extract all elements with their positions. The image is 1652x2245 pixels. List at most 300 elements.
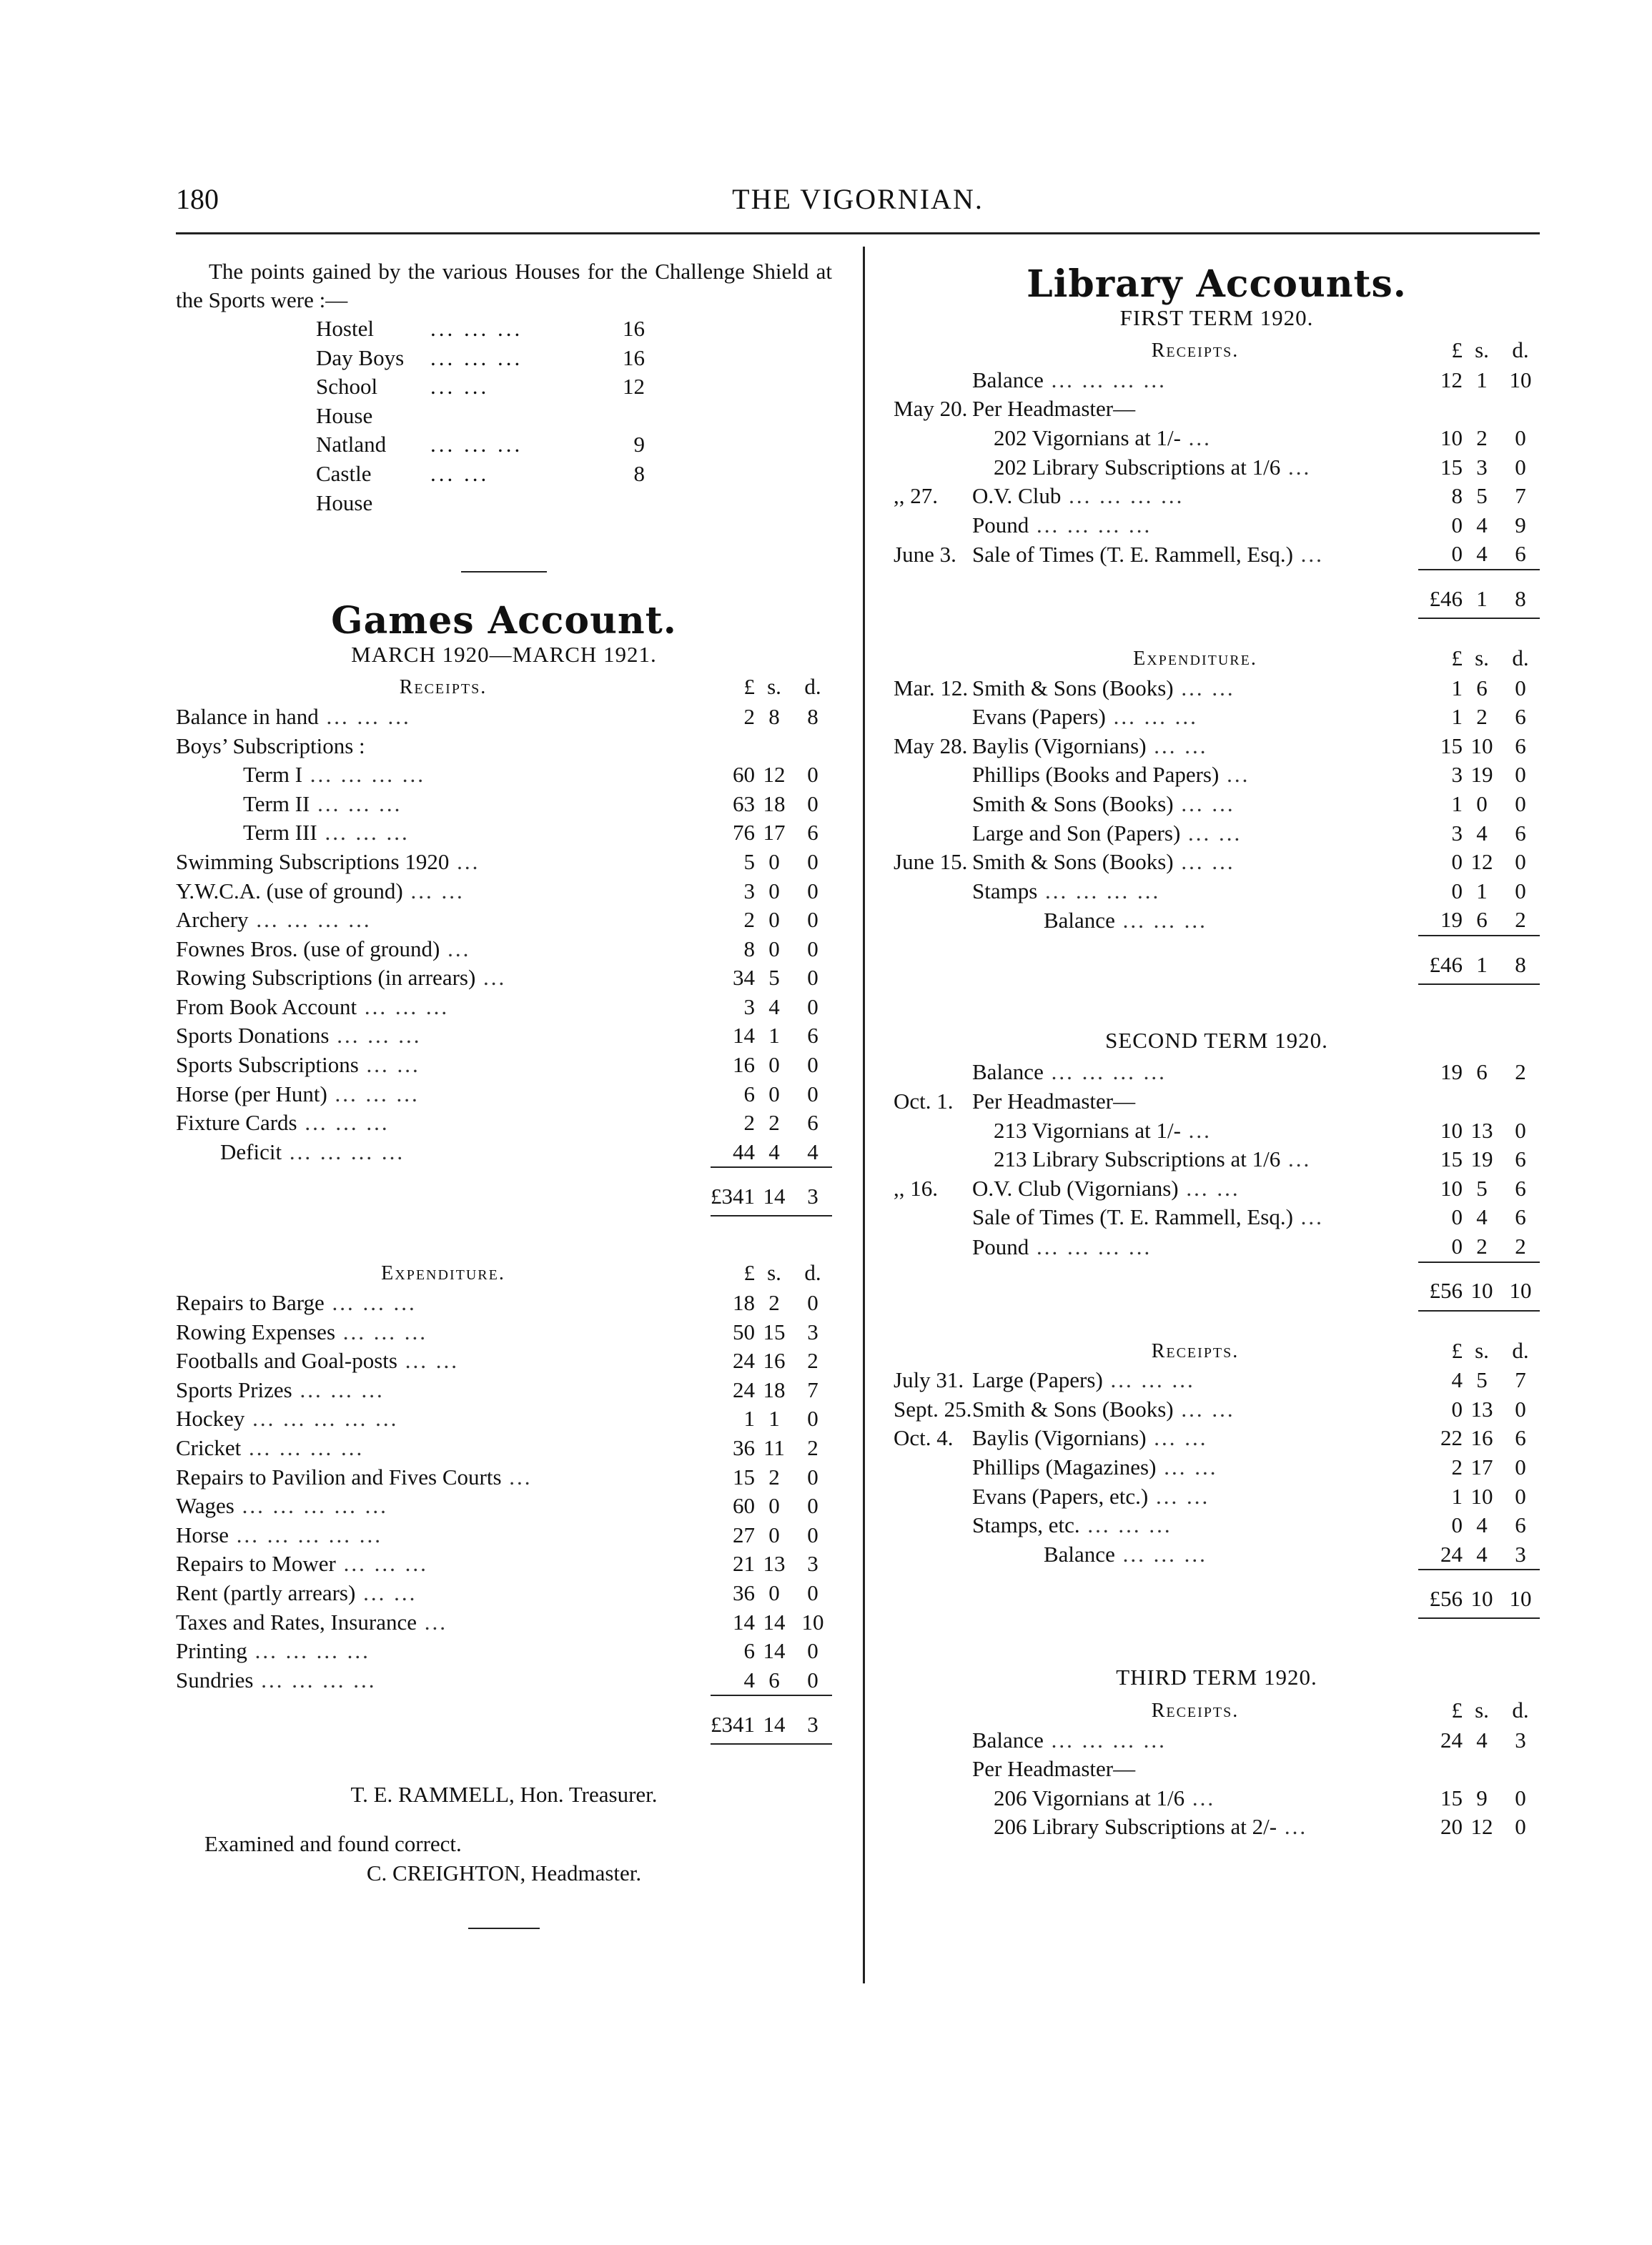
rule-cell <box>1501 936 1540 946</box>
entry-label <box>972 366 1418 395</box>
entry-text: Balance <box>1044 907 1115 933</box>
leader-dots: ... <box>1180 425 1212 450</box>
pounds: 19 <box>1440 1059 1463 1085</box>
column-header-row <box>894 1336 1540 1367</box>
section-heading <box>176 1258 711 1289</box>
account-row <box>176 993 832 1022</box>
entry-text: 206 Vigornians at 1/6 <box>994 1785 1185 1810</box>
account-row <box>176 732 832 761</box>
entry-label <box>972 395 1418 424</box>
account-row <box>894 877 1540 906</box>
entry-label <box>176 1138 711 1168</box>
entry-date <box>894 1058 972 1087</box>
pence: 0 <box>807 791 818 816</box>
entry-label <box>972 906 1418 936</box>
pounds: 5 <box>743 848 755 874</box>
pounds: 6 <box>743 1081 755 1106</box>
pounds: 24 <box>1440 1727 1463 1753</box>
pounds: 1 <box>1451 791 1463 816</box>
rule-cell <box>711 1167 755 1178</box>
pence: 0 <box>807 1638 818 1664</box>
entry-label <box>972 703 1418 732</box>
pounds: 0 <box>1451 1204 1463 1230</box>
entry-label <box>176 703 711 732</box>
pence: 10 <box>801 1609 824 1635</box>
leader-dots: ... ... ... <box>335 1319 428 1344</box>
pence: 0 <box>807 993 818 1019</box>
spacer <box>176 1695 711 1706</box>
shillings: 1 <box>1476 878 1488 903</box>
pounds <box>1418 1087 1463 1116</box>
account-row <box>176 1434 832 1463</box>
entry-text: Sports Prizes <box>176 1377 292 1402</box>
pounds: 36 <box>733 1580 755 1605</box>
total-pence: 3 <box>793 1706 832 1744</box>
entry-text: 213 Library Subscriptions at 1/6 <box>994 1146 1281 1172</box>
pence: 0 <box>1515 425 1526 450</box>
total-pounds: £46 <box>1418 580 1463 618</box>
entry-label <box>176 1289 711 1318</box>
entry-label <box>972 877 1418 906</box>
leader-dots: ... <box>1292 541 1324 567</box>
pence: 0 <box>1515 1483 1526 1509</box>
account-row <box>176 1289 832 1318</box>
entry-date <box>894 1116 972 1146</box>
pence: 0 <box>807 1464 818 1490</box>
pounds: 15 <box>1440 454 1463 480</box>
leader-dots: ... ... <box>430 374 490 400</box>
shillings: 0 <box>768 936 780 961</box>
entry-text: Term II <box>243 791 310 816</box>
pounds: 0 <box>1451 1396 1463 1422</box>
house-points: 16 <box>623 345 645 370</box>
entry-label <box>176 760 711 790</box>
games-account-title: Games Account. <box>331 599 677 643</box>
entry-text: O.V. Club <box>972 483 1062 509</box>
account-row <box>894 453 1540 482</box>
leader-dots: ... ... <box>1173 1396 1235 1422</box>
leader-dots: ... ... ... ... <box>248 907 372 933</box>
entry-text: Fownes Bros. (use of ground) <box>176 936 440 961</box>
games-expenditure-table <box>176 1258 832 1745</box>
entry-date <box>894 906 972 936</box>
total-pounds: £341 <box>711 1706 755 1744</box>
entry-label <box>972 424 1418 453</box>
shillings: 6 <box>1476 675 1488 700</box>
pounds: 0 <box>1451 1234 1463 1259</box>
pound-header: £ <box>743 674 755 700</box>
leader-dots: ... ... <box>1173 791 1235 816</box>
entry-text: Rent (partly arrears) <box>176 1580 356 1605</box>
pence: 6 <box>1515 1425 1526 1451</box>
entry-text: Fixture Cards <box>176 1110 297 1136</box>
column-header-row <box>894 643 1540 674</box>
shilling-header: s. <box>767 1260 781 1286</box>
pence: 2 <box>807 1435 818 1460</box>
pounds <box>1418 395 1463 424</box>
spacer <box>972 1570 1418 1580</box>
pence: 0 <box>807 762 818 788</box>
leader-dots: ... <box>416 1609 447 1635</box>
shillings: 12 <box>1470 849 1493 875</box>
rule-cell <box>1501 1570 1540 1580</box>
leader-dots: ... ... ... <box>310 791 402 816</box>
rule-cell <box>755 1695 793 1706</box>
entry-label <box>972 674 1418 703</box>
entry-date <box>894 1813 972 1842</box>
entry-text: Smith & Sons (Books) <box>972 849 1174 875</box>
spacer <box>972 1580 1418 1618</box>
column-header-row <box>894 1695 1540 1726</box>
entry-text: 206 Library Subscriptions at 2/- <box>994 1814 1277 1840</box>
entry-date <box>894 1755 972 1784</box>
entry-date: May 28. <box>894 733 968 758</box>
account-row <box>176 1080 832 1109</box>
entry-date <box>894 424 972 453</box>
shillings: 4 <box>768 993 780 1019</box>
entry-text: Rowing Expenses <box>176 1319 336 1344</box>
shillings: 2 <box>768 1290 780 1316</box>
leader-dots: ... ... ... ... ... <box>234 1493 388 1519</box>
shillings: 0 <box>768 1580 780 1605</box>
entry-label <box>972 732 1418 761</box>
pounds: 76 <box>733 820 755 846</box>
pence: 6 <box>1515 704 1526 730</box>
entry-label <box>176 848 711 877</box>
shillings: 4 <box>1476 1727 1488 1753</box>
shield-intro: The points gained by the various Houses for the Challenge Shield at the Sports were :— <box>176 259 832 312</box>
shillings <box>1463 1755 1501 1784</box>
shillings: 14 <box>763 1609 786 1635</box>
account-row <box>894 1232 1540 1262</box>
header-rule <box>176 232 1540 234</box>
pence: 0 <box>807 1493 818 1519</box>
shield-list <box>176 314 832 517</box>
account-row <box>894 703 1540 732</box>
pounds: 60 <box>733 762 755 788</box>
entry-text: Evans (Papers, etc.) <box>972 1483 1149 1509</box>
pounds: 15 <box>733 1464 755 1490</box>
section-divider <box>461 571 547 573</box>
leader-dots: ... ... <box>1156 1454 1218 1480</box>
entry-label <box>972 760 1418 790</box>
entry-text: Taxes and Rates, Insurance <box>176 1609 417 1635</box>
spacer <box>894 570 972 580</box>
entry-text: 202 Library Subscriptions at 1/6 <box>994 454 1281 480</box>
shilling-header: s. <box>1475 645 1489 670</box>
second-term-receipts <box>894 1058 1540 1311</box>
leader-dots: ... ... ... <box>318 703 411 729</box>
games-receipts-table <box>176 672 832 1216</box>
pounds: 0 <box>1451 541 1463 567</box>
spacer <box>894 946 972 984</box>
entry-label <box>176 1550 711 1579</box>
account-row <box>894 511 1540 540</box>
entry-label <box>972 1174 1418 1204</box>
pounds: 4 <box>1451 1367 1463 1393</box>
account-row <box>176 760 832 790</box>
pence: 0 <box>807 848 818 874</box>
account-row <box>176 818 832 848</box>
pounds: 4 <box>743 1667 755 1693</box>
total-rule-row <box>894 1262 1540 1273</box>
account-row <box>176 848 832 877</box>
shillings: 4 <box>1476 820 1488 846</box>
total-row <box>176 1706 832 1744</box>
library-accounts-title: Library Accounts. <box>1027 262 1407 306</box>
entry-text: Balance in hand <box>176 703 319 729</box>
total-shillings: 14 <box>755 1178 793 1216</box>
account-row <box>894 674 1540 703</box>
leader-dots: ... ... <box>355 1580 417 1605</box>
entry-label <box>972 1232 1418 1262</box>
entry-text: Sports Subscriptions <box>176 1052 359 1078</box>
entry-text: Swimming Subscriptions 1920 <box>176 848 450 874</box>
entry-label <box>176 1376 711 1405</box>
account-row <box>894 790 1540 819</box>
entry-text: Smith & Sons (Books) <box>972 791 1174 816</box>
spacer <box>972 946 1418 984</box>
examined-note: Examined and found correct. <box>204 1830 462 1856</box>
total-shillings: 14 <box>755 1706 793 1744</box>
rule-cell <box>755 1167 793 1178</box>
shillings: 3 <box>1476 454 1488 480</box>
entry-date <box>894 790 972 819</box>
account-row <box>176 1666 832 1696</box>
entry-date: June 3. <box>894 541 956 567</box>
account-row <box>894 1482 1540 1512</box>
account-row <box>894 1058 1540 1087</box>
total-pence: 10 <box>1501 1273 1540 1311</box>
spacer <box>894 1580 972 1618</box>
rule-cell <box>1463 936 1501 946</box>
pence: 6 <box>1515 541 1526 567</box>
date-cell <box>894 643 972 674</box>
account-row <box>894 1784 1540 1813</box>
account-row <box>176 703 832 732</box>
entry-text: Rowing Subscriptions (in arrears) <box>176 965 476 991</box>
rule-cell <box>1418 1262 1463 1273</box>
total-row <box>894 946 1540 984</box>
leader-dots: ... ... ... <box>1105 704 1198 730</box>
account-row <box>894 366 1540 395</box>
spacer <box>894 1570 972 1580</box>
pence: 0 <box>807 878 818 903</box>
shillings: 0 <box>768 1493 780 1519</box>
leader-dots: ... ... ... ... <box>1029 512 1152 537</box>
entry-text: Sale of Times (T. E. Rammell, Esq.) <box>972 1204 1293 1230</box>
entry-text: Pound <box>972 1234 1029 1259</box>
total-pounds: £46 <box>1418 946 1463 984</box>
heading-label: Expenditure. <box>1133 647 1257 670</box>
heading-label: Receipts. <box>399 676 488 699</box>
shillings: 10 <box>1470 733 1493 758</box>
entry-label <box>972 1511 1418 1540</box>
pence: 0 <box>807 1522 818 1547</box>
shield-row <box>176 372 692 430</box>
total-row <box>894 1580 1540 1618</box>
entry-label <box>972 1424 1418 1453</box>
account-row <box>894 848 1540 877</box>
pounds: 10 <box>1440 1175 1463 1201</box>
entry-label <box>176 1666 711 1696</box>
total-rule-row <box>176 1695 832 1706</box>
pounds: 27 <box>733 1522 755 1547</box>
pence: 0 <box>1515 1117 1526 1143</box>
shillings: 0 <box>768 1052 780 1078</box>
entry-date <box>894 1145 972 1174</box>
shillings: 11 <box>763 1435 785 1460</box>
pounds: 8 <box>743 936 755 961</box>
pence: 0 <box>807 1081 818 1106</box>
pence: 0 <box>807 936 818 961</box>
account-row <box>176 963 832 993</box>
total-pence: 8 <box>1501 580 1540 618</box>
leader-dots: ... ... ... ... <box>1043 1059 1167 1085</box>
shillings: 4 <box>1476 1512 1488 1538</box>
pence <box>1501 395 1540 424</box>
pence: 3 <box>807 1319 818 1344</box>
pence: 7 <box>1515 1367 1526 1393</box>
house-points: 9 <box>633 432 645 457</box>
date-cell <box>894 335 972 366</box>
pence <box>793 732 832 761</box>
entry-date: Sept. 25. <box>894 1396 972 1422</box>
shillings: 5 <box>1476 1175 1488 1201</box>
leader-dots: ... ... ... ... <box>1043 1727 1167 1753</box>
pence: 6 <box>1515 733 1526 758</box>
headmaster-signature: C. CREIGHTON, Headmaster. <box>366 1860 642 1885</box>
pence: 3 <box>1515 1541 1526 1567</box>
account-row <box>176 1521 832 1550</box>
pence: 3 <box>1515 1727 1526 1753</box>
house-name: Castle House <box>316 460 373 515</box>
pounds: 1 <box>743 1406 755 1432</box>
entry-text: Evans (Papers) <box>972 704 1106 730</box>
entry-date <box>894 1784 972 1813</box>
entry-date: Oct. 1. <box>894 1089 954 1114</box>
shillings: 9 <box>1476 1785 1488 1810</box>
leader-dots: ... ... ... ... <box>247 1638 370 1664</box>
rule-cell <box>1463 1262 1501 1273</box>
spacer <box>972 570 1418 580</box>
account-row <box>176 906 832 935</box>
shillings <box>1463 1087 1501 1116</box>
pounds: 3 <box>743 878 755 903</box>
total-rule-row <box>894 1570 1540 1580</box>
pence: 0 <box>1515 791 1526 816</box>
first-term-expenditure <box>894 643 1540 985</box>
leader-dots: ... ... ... <box>1079 1512 1172 1538</box>
shillings: 5 <box>768 965 780 991</box>
entry-label <box>972 848 1418 877</box>
rule-cell <box>1418 936 1463 946</box>
pence <box>1501 1087 1540 1116</box>
account-row <box>894 1366 1540 1395</box>
leader-dots: ... ... <box>1148 1483 1210 1509</box>
shillings: 0 <box>768 1081 780 1106</box>
treasurer-signature: T. E. RAMMELL, Hon. Treasurer. <box>350 1782 658 1808</box>
column-header-row <box>176 672 832 703</box>
entry-date <box>894 703 972 732</box>
entry-label <box>972 1813 1418 1842</box>
shillings: 6 <box>768 1667 780 1693</box>
pounds: 44 <box>733 1139 755 1164</box>
leader-dots: ... ... ... ... <box>282 1139 405 1165</box>
entry-text: Smith & Sons (Books) <box>972 675 1174 700</box>
shillings: 16 <box>763 1348 786 1374</box>
page-header <box>176 182 1540 225</box>
entry-label <box>972 790 1418 819</box>
account-row <box>894 1813 1540 1842</box>
pence: 2 <box>1515 1059 1526 1085</box>
account-row <box>894 1755 1540 1784</box>
entry-label <box>972 1145 1418 1174</box>
pence-header: d. <box>1512 1337 1529 1363</box>
house-name: School House <box>316 374 378 428</box>
shield-row <box>176 460 692 517</box>
pence: 0 <box>1515 878 1526 903</box>
account-row <box>176 935 832 964</box>
leader-dots: ... <box>501 1464 533 1490</box>
second-term-heading: SECOND TERM 1920. <box>1105 1027 1328 1053</box>
spacer <box>176 1167 711 1178</box>
entry-text: Sundries <box>176 1667 254 1693</box>
rule-cell <box>1501 570 1540 580</box>
entry-label <box>176 1492 711 1521</box>
entry-label <box>176 906 711 935</box>
shillings: 13 <box>763 1551 786 1577</box>
total-rule-row <box>176 1167 832 1178</box>
entry-text: Repairs to Barge <box>176 1290 325 1316</box>
shillings <box>1463 395 1501 424</box>
pence: 6 <box>807 1110 818 1136</box>
leader-dots: ... ... <box>1180 820 1242 846</box>
leader-dots: ... <box>1280 454 1312 480</box>
spacer <box>894 1262 972 1273</box>
entry-text: From Book Account <box>176 993 357 1019</box>
account-row <box>176 877 832 906</box>
entry-text: Phillips (Books and Papers) <box>972 762 1220 788</box>
pence: 2 <box>1515 1234 1526 1259</box>
shillings: 2 <box>768 1464 780 1490</box>
entry-label <box>972 1482 1418 1512</box>
entry-date: June 15. <box>894 849 968 875</box>
pence: 0 <box>1515 849 1526 875</box>
account-row <box>894 1116 1540 1146</box>
total-pounds: £56 <box>1418 1580 1463 1618</box>
heading-label: Receipts. <box>1151 1699 1240 1722</box>
pence: 6 <box>807 820 818 846</box>
pence-header: d. <box>804 1260 821 1286</box>
pounds: 50 <box>733 1319 755 1344</box>
rule-cell <box>1463 570 1501 580</box>
account-row <box>894 1174 1540 1204</box>
entry-text: Printing <box>176 1638 247 1664</box>
spacer <box>894 1273 972 1311</box>
pence: 0 <box>807 1580 818 1605</box>
pounds: 2 <box>743 1110 755 1136</box>
account-row <box>176 1579 832 1608</box>
pounds: 1 <box>1451 1483 1463 1509</box>
spacer <box>176 1706 711 1744</box>
house-name: Hostel <box>316 316 374 341</box>
shillings: 12 <box>1470 1814 1493 1840</box>
leader-dots: ... <box>440 936 471 961</box>
pence: 6 <box>1515 1512 1526 1538</box>
entry-label <box>176 1521 711 1550</box>
pence: 0 <box>1515 1814 1526 1840</box>
